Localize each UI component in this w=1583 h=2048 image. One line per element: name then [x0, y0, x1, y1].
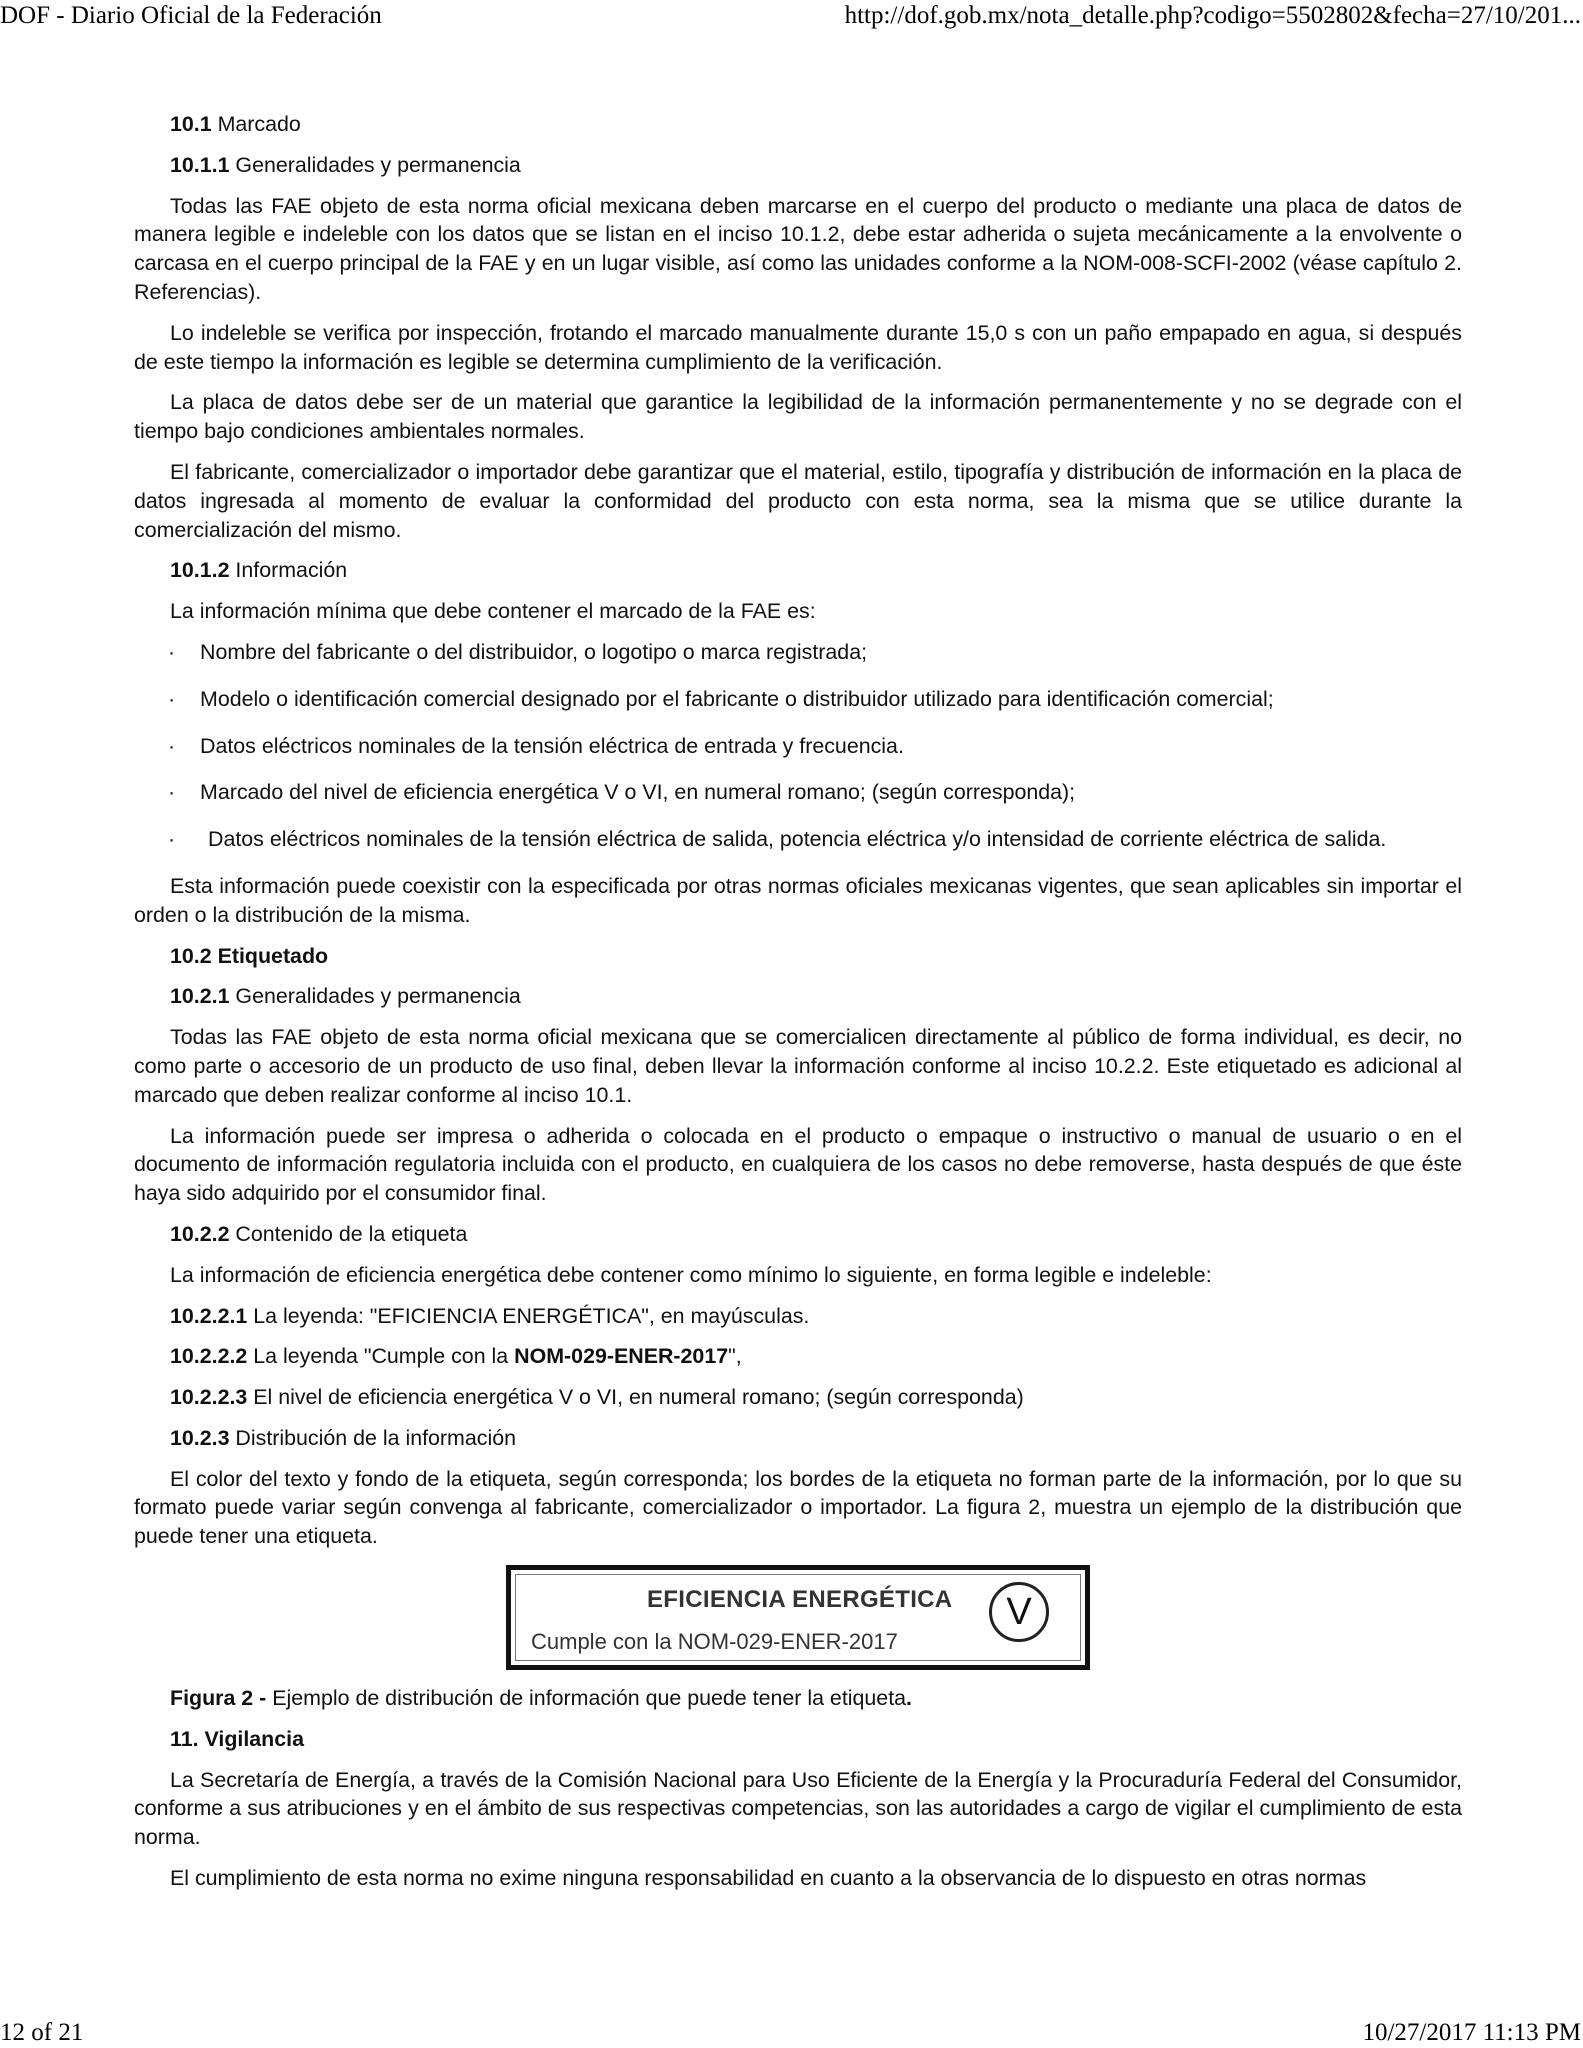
caption-text: Ejemplo de distribución de información que puede tener la etiqueta [266, 1686, 907, 1711]
section-title: Generalidades y permanencia [229, 984, 521, 1009]
section-number: 10.2.2 [170, 1221, 230, 1246]
caption-end: . [906, 1686, 912, 1711]
browser-print-url: http://dof.gob.mx/nota_detalle.php?codigo=5502802&fecha=27/10/201... [844, 2, 1581, 29]
list-item [134, 778, 1462, 807]
label-compliance-text: Cumple con la NOM-029-ENER-2017 [531, 1629, 898, 1655]
list-item [134, 825, 1462, 854]
bullet-icon: · [168, 733, 176, 758]
figure-2 [134, 1565, 1462, 1670]
list-item [134, 638, 1462, 667]
label-title: EFICIENCIA ENERGÉTICA [647, 1586, 953, 1614]
clause-text: La leyenda "Cumple con la [247, 1344, 515, 1369]
paragraph: La información mínima que debe contener el marcado de la FAE es: [170, 599, 816, 624]
list-item [134, 685, 1462, 714]
section-10-2-2-heading [134, 1220, 1462, 1249]
section-10-1-1-heading [134, 151, 1462, 180]
bullet-icon: · [168, 686, 176, 711]
list-item [134, 732, 1462, 761]
section-number: 10.1.1 [170, 152, 230, 177]
section-title: Generalidades y permanencia [229, 152, 521, 177]
section-10-2-heading [134, 942, 1462, 971]
section-title: Marcado [211, 112, 301, 136]
paragraph: Lo indeleble se verifica por inspección, frotando el marcado manualmente durante 15,0 s con un paño empapado en agua, si después de este tiempo la información es legible se determina cumplimiento de la verificación. [134, 320, 1462, 374]
paragraph: El color del texto y fondo de la etiqueta, según corresponda; los bordes de la etiqueta no forman parte de la información, por lo que su formato puede variar según convenga al fabricante, comercializador o importador. La figura 2, muestra un ejemplo de la distribución que puede tener una etiqueta. [134, 1466, 1462, 1549]
clause-text-end: ", [728, 1344, 742, 1369]
section-title: Información [229, 558, 348, 583]
efficiency-level-badge [989, 1582, 1049, 1642]
section-number: 10.2.2.2 [170, 1344, 248, 1369]
paragraph: La Secretaría de Energía, a través de la Comisión Nacional para Uso Eficiente de la Energía y la Procuraduría Federal del Consumidor, conforme a sus atribuciones y en el ámbito de sus respectivas competencias, son las autoridades a cargo de vigilar el cumplimiento de esta norma. [134, 1767, 1462, 1850]
section-title: 10.2 Etiquetado [170, 943, 329, 968]
paragraph: Esta información puede coexistir con la especificada por otras normas oficiales mexicanas vigentes, que sean aplicables sin importar el orden o la distribución de la misma. [134, 873, 1462, 927]
marking-info-list [134, 638, 1462, 854]
section-10-1-2-heading [134, 556, 1462, 585]
clause-text: El nivel de eficiencia energética V o VI, en numeral romano; (según corresponda) [247, 1385, 1024, 1410]
page-counter: 12 of 21 [0, 2019, 84, 2046]
section-10-2-1-heading [134, 982, 1462, 1011]
clause-10-2-2-1 [134, 1302, 1462, 1331]
section-number: 10.2.1 [170, 984, 230, 1009]
section-number: 10.2.3 [170, 1425, 230, 1450]
figure-caption [134, 1684, 1462, 1713]
paragraph: La información puede ser impresa o adherida o colocada en el producto o empaque o instructivo o manual de usuario o en el documento de información regulatoria incluida con el producto, en cualquiera de los casos no debe removerse, hasta después de que éste haya sido adquirido por el consumidor final. [134, 1123, 1462, 1206]
paragraph: Todas las FAE objeto de esta norma oficial mexicana deben marcarse en el cuerpo del producto o mediante una placa de datos de manera legible e indeleble con los datos que se listan en el inciso 10.1.2, debe estar adherida o sujeta mecánicamente a la envolvente o carcasa en el cuerpo principal de la FAE y en un lugar visible, así como las unidades conforme a la NOM-008-SCFI-2002 (véase capítulo 2. Referencias). [134, 193, 1462, 304]
section-number: 10.1.2 [170, 558, 230, 583]
list-item-text: Datos eléctricos nominales de la tensión eléctrica de entrada y frecuencia. [200, 733, 904, 758]
section-title: 11. Vigilancia [170, 1726, 304, 1751]
list-item-text: Datos eléctricos nominales de la tensión eléctrica de salida, potencia eléctrica y/o intensidad de corriente eléctrica de salida. [208, 827, 1387, 852]
norm-reference: NOM-029-ENER-2017 [514, 1344, 729, 1369]
efficiency-level: V [1006, 1590, 1032, 1633]
paragraph: El fabricante, comercializador o importador debe garantizar que el material, estilo, tipografía y distribución de información en la placa de datos ingresada al momento de evaluar la conformidad del producto con esta norma, sea la misma que se utilice durante la comercialización del mismo. [134, 459, 1462, 542]
section-title: Distribución de la información [229, 1425, 517, 1450]
clause-10-2-2-2 [134, 1342, 1462, 1371]
list-item-text: Nombre del fabricante o del distribuidor, o logotipo o marca registrada; [200, 639, 868, 664]
paragraph: Todas las FAE objeto de esta norma oficial mexicana que se comercialicen directamente al público de forma individual, es decir, no como parte o accesorio de un producto de uso final, deben llevar la información conforme al inciso 10.2.2. Este etiquetado es adicional al marcado que deben realizar conforme al inciso 10.1. [134, 1025, 1462, 1107]
bullet-icon: · [168, 827, 176, 852]
section-11-heading [134, 1725, 1462, 1754]
list-item-text: Modelo o identificación comercial designado por el fabricante o distribuidor utilizado para identificación comercial; [200, 686, 1274, 711]
section-number: 10.2.2.3 [170, 1385, 248, 1410]
caption-label: Figura 2 - [170, 1686, 267, 1711]
clause-text: La leyenda: "EFICIENCIA ENERGÉTICA", en mayúsculas. [247, 1303, 810, 1328]
document-body [134, 110, 1462, 1905]
energy-efficiency-label [506, 1565, 1090, 1670]
section-title: Contenido de la etiqueta [229, 1221, 468, 1246]
section-10-1-heading [134, 110, 1462, 139]
section-number: 10.1 [170, 112, 212, 136]
paragraph: El cumplimiento de esta norma no exime ninguna responsabilidad en cuanto a la observancia de lo dispuesto en otras normas [170, 1866, 1367, 1891]
bullet-icon: · [168, 639, 176, 664]
section-10-2-3-heading [134, 1424, 1462, 1453]
browser-print-title: DOF - Diario Oficial de la Federación [0, 2, 382, 29]
paragraph: La información de eficiencia energética debe contener como mínimo lo siguiente, en forma legible e indeleble: [170, 1262, 1212, 1287]
print-timestamp: 10/27/2017 11:13 PM [1362, 2019, 1581, 2046]
section-number: 10.2.2.1 [170, 1303, 248, 1328]
list-item-text: Marcado del nivel de eficiencia energética V o VI, en numeral romano; (según corresponda); [200, 780, 1076, 805]
bullet-icon: · [168, 780, 176, 805]
paragraph: La placa de datos debe ser de un material que garantice la legibilidad de la información permanentemente y no se degrade con el tiempo bajo condiciones ambientales normales. [134, 390, 1462, 444]
clause-10-2-2-3 [134, 1383, 1462, 1412]
